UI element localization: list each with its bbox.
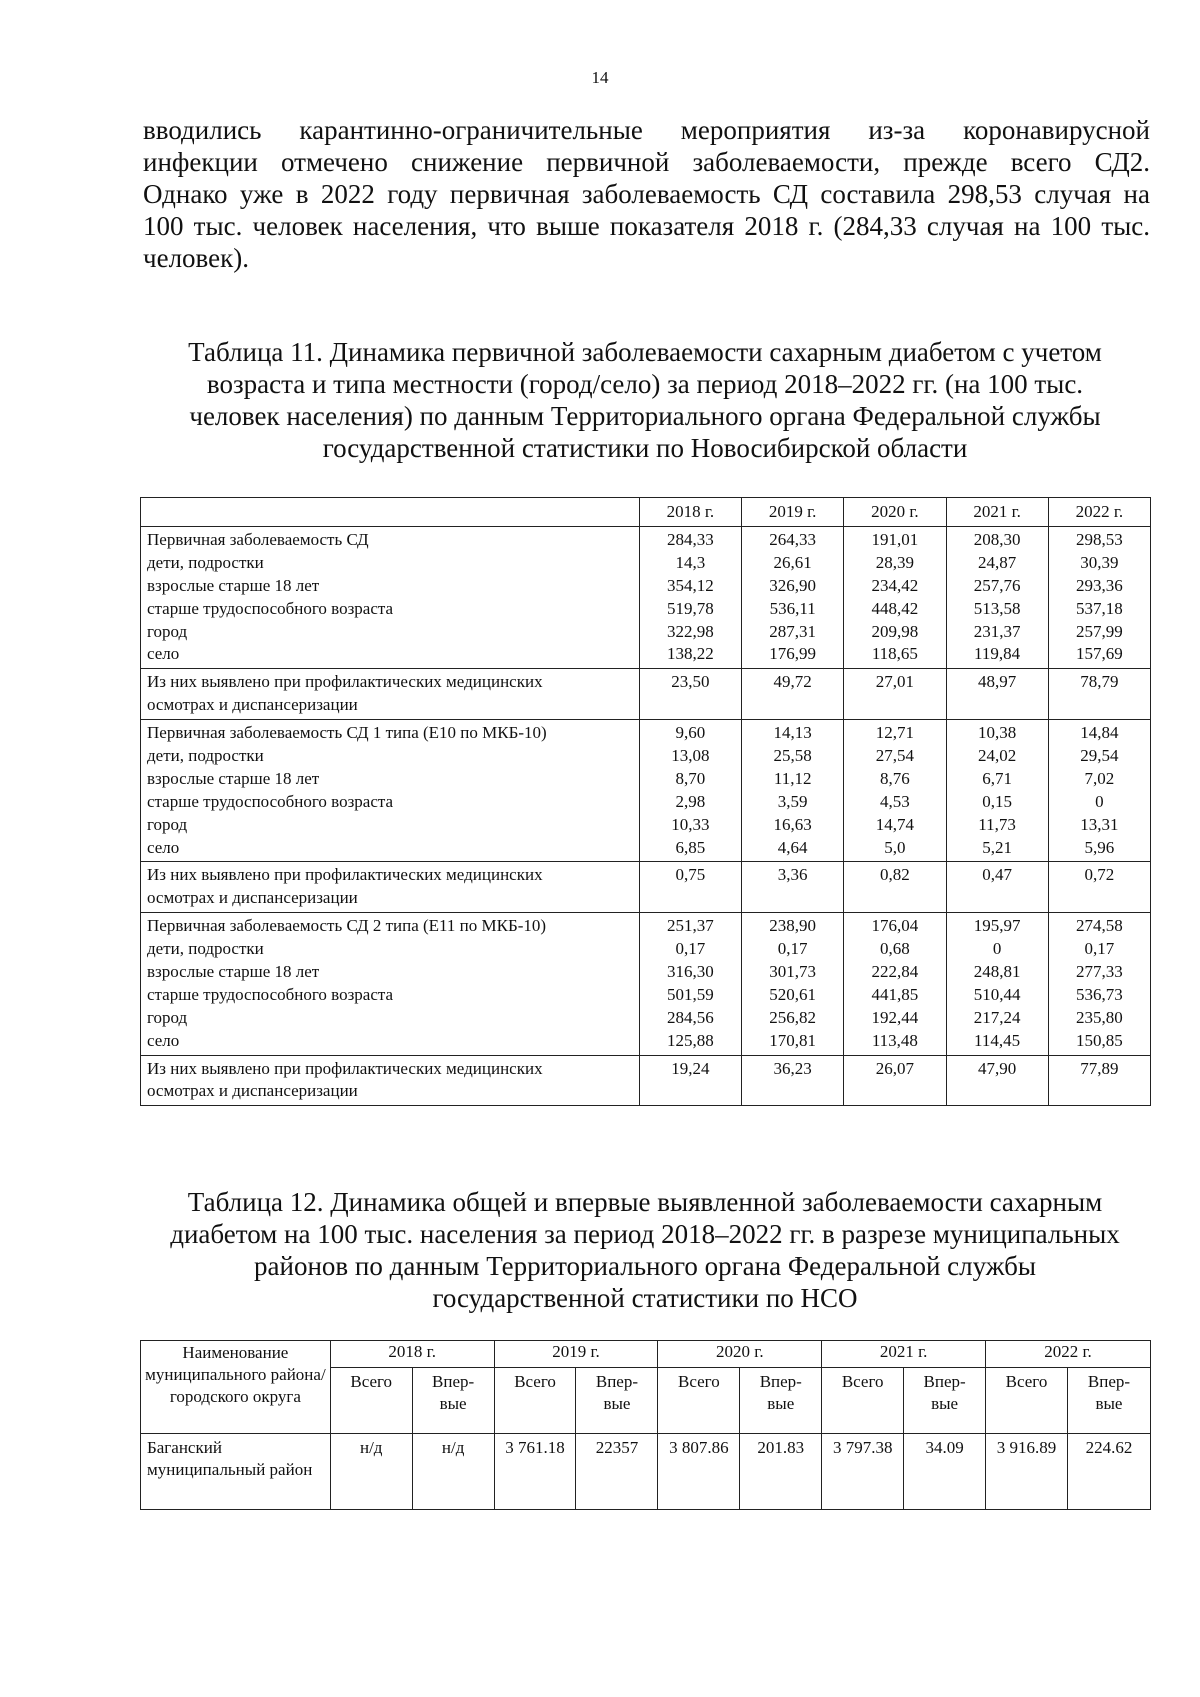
header-year: 2018 г. bbox=[639, 498, 741, 527]
table-value: 10,33 bbox=[671, 814, 710, 834]
table-value: 5,0 bbox=[884, 837, 906, 857]
table-value: 441,85 bbox=[871, 984, 919, 1004]
table-value: 277,33 bbox=[1075, 962, 1123, 982]
table-value: 234,42 bbox=[871, 575, 919, 595]
value-cell bbox=[1048, 862, 1150, 913]
value-cell bbox=[742, 527, 844, 669]
table-group-row bbox=[141, 913, 1151, 1055]
value-cell bbox=[946, 669, 1048, 720]
table-value: 519,78 bbox=[667, 598, 714, 618]
table-value: 6,71 bbox=[982, 768, 1012, 788]
table-value: 0,82 bbox=[880, 865, 910, 885]
table-group-row bbox=[141, 669, 1151, 720]
table-group-row bbox=[141, 862, 1151, 913]
table-value: 14,74 bbox=[875, 814, 914, 834]
value-cell bbox=[1048, 913, 1150, 1055]
table-value: 238,90 bbox=[769, 916, 817, 936]
table-value: 0,17 bbox=[675, 939, 706, 959]
value-cell bbox=[742, 1055, 844, 1106]
value-cell bbox=[1048, 527, 1150, 669]
header-year: 2020 г. bbox=[658, 1341, 822, 1368]
table-value: 208,30 bbox=[973, 530, 1021, 549]
table-value: н/д bbox=[330, 1434, 412, 1510]
page-number: 14 bbox=[591, 68, 609, 87]
caption-line: государственной статистики по Новосибирской области bbox=[322, 433, 968, 463]
row-label: дети, подростки bbox=[147, 746, 264, 766]
value-cell bbox=[742, 720, 844, 862]
row-label: Из них выявлено при профилактических медицинских bbox=[147, 672, 543, 692]
value-cell bbox=[639, 1055, 741, 1106]
table-value: 16,63 bbox=[773, 814, 812, 834]
table-value: 0,17 bbox=[1084, 939, 1115, 959]
value-cell bbox=[844, 669, 946, 720]
subheader-new: Впер-вые bbox=[576, 1368, 658, 1434]
table-value: 29,54 bbox=[1080, 746, 1119, 766]
value-cell bbox=[844, 1055, 946, 1106]
header-year: 2020 г. bbox=[844, 498, 946, 527]
table-value: 222,84 bbox=[871, 962, 919, 982]
table-value: 3 916.89 bbox=[986, 1434, 1068, 1510]
table-value: н/д bbox=[412, 1434, 494, 1510]
table-value: 19,24 bbox=[671, 1058, 710, 1078]
intro-line: 100 тыс. человек населения, что выше показателя 2018 г. (284,33 случая на 100 тыс. bbox=[143, 211, 1150, 241]
value-cell bbox=[844, 527, 946, 669]
table-value: 10,38 bbox=[977, 723, 1017, 743]
table-value: 284,33 bbox=[667, 530, 714, 549]
table-value: 49,72 bbox=[773, 672, 812, 692]
table-value: 9,60 bbox=[675, 723, 706, 743]
value-cell bbox=[844, 913, 946, 1055]
table-value: 176,99 bbox=[769, 644, 817, 664]
table-value: 251,37 bbox=[667, 916, 714, 936]
table-value: 513,58 bbox=[973, 598, 1021, 618]
table-value: 322,98 bbox=[667, 621, 714, 641]
table-value: 209,98 bbox=[871, 621, 919, 641]
table12-caption bbox=[140, 1186, 1150, 1314]
table-value: 119,84 bbox=[974, 644, 1021, 664]
value-cell bbox=[639, 527, 741, 669]
table-value: 36,23 bbox=[773, 1058, 812, 1078]
value-cell bbox=[639, 669, 741, 720]
table-value: 248,81 bbox=[973, 962, 1021, 982]
table-value: 448,42 bbox=[871, 598, 919, 618]
table-value: 284,56 bbox=[667, 1007, 714, 1027]
table-group-row bbox=[141, 1055, 1151, 1106]
table-value: 24,02 bbox=[977, 746, 1017, 766]
table-value: 0 bbox=[992, 939, 1002, 959]
table-value: 27,54 bbox=[875, 746, 914, 766]
header-year: 2021 г. bbox=[822, 1341, 986, 1368]
caption-line: возраста и типа местности (город/село) за период 2018–2022 гг. (на 100 тыс. bbox=[206, 369, 1084, 399]
subheader-total: Всего bbox=[494, 1368, 576, 1434]
table-value: 3 807.86 bbox=[658, 1434, 740, 1510]
subheader-new: Впер-вые bbox=[412, 1368, 494, 1434]
value-cell bbox=[946, 1055, 1048, 1106]
table-value: 4,53 bbox=[880, 791, 910, 811]
row-labels-cell bbox=[141, 720, 640, 862]
value-cell bbox=[946, 527, 1048, 669]
table-value: 3 797.38 bbox=[822, 1434, 904, 1510]
table-value: 2,98 bbox=[675, 791, 706, 811]
row-label: Первичная заболеваемость СД 1 типа (Е10 по МКБ-10) bbox=[147, 723, 547, 743]
table-value: 195,97 bbox=[973, 916, 1021, 936]
table-value: 14,3 bbox=[675, 552, 706, 572]
row-label: Первичная заболеваемость СД 2 типа (Е11 по МКБ-10) bbox=[147, 916, 547, 936]
table-row bbox=[141, 1434, 1151, 1510]
table-value: 0,72 bbox=[1084, 865, 1115, 885]
table-value: 520,61 bbox=[769, 984, 817, 1004]
table-value: 274,58 bbox=[1075, 916, 1123, 936]
row-labels-cell bbox=[141, 913, 640, 1055]
table-value: 293,36 bbox=[1075, 575, 1123, 595]
subheader-new: Впер-вые bbox=[904, 1368, 986, 1434]
table-value: 23,50 bbox=[671, 672, 710, 692]
subheader-total: Всего bbox=[986, 1368, 1068, 1434]
table-value: 7,02 bbox=[1084, 768, 1115, 788]
table-value: 6,85 bbox=[675, 837, 706, 857]
table-value: 13,31 bbox=[1080, 814, 1119, 834]
table-header-row bbox=[141, 1341, 1151, 1368]
value-cell bbox=[639, 913, 741, 1055]
table-value: 224.62 bbox=[1067, 1434, 1150, 1510]
table-value: 34.09 bbox=[904, 1434, 986, 1510]
header-year: 2021 г. bbox=[946, 498, 1048, 527]
table-value: 537,18 bbox=[1075, 598, 1123, 618]
row-label: село bbox=[147, 1030, 180, 1050]
subheader-new: Впер-вые bbox=[1067, 1368, 1150, 1434]
table-value: 191,01 bbox=[871, 530, 919, 549]
table-value: 26,07 bbox=[875, 1058, 914, 1078]
row-labels-cell bbox=[141, 1055, 640, 1106]
caption-line: диабетом на 100 тыс. населения за период 2018–2022 гг. в разрезе муниципальных bbox=[170, 1219, 1120, 1249]
table-value: 0,68 bbox=[880, 939, 910, 959]
value-cell bbox=[946, 913, 1048, 1055]
table-value: 0,47 bbox=[982, 865, 1012, 885]
table-value: 11,73 bbox=[978, 814, 1016, 834]
caption-line: Таблица 11. Динамика первичной заболеваемости сахарным диабетом с учетом bbox=[188, 337, 1102, 367]
table-value: 501,59 bbox=[667, 984, 714, 1004]
table-value: 8,70 bbox=[675, 768, 706, 788]
table-value: 0 bbox=[1095, 791, 1104, 811]
intro-line: инфекции отмечено снижение первичной заболеваемости, прежде всего СД2. bbox=[143, 147, 1150, 177]
table-value: 12,71 bbox=[875, 723, 914, 743]
table-value: 77,89 bbox=[1080, 1058, 1119, 1078]
table-value: 0,15 bbox=[982, 791, 1012, 811]
table-value: 3 761.18 bbox=[494, 1434, 576, 1510]
table-value: 150,85 bbox=[1075, 1030, 1123, 1050]
intro-line: человек). bbox=[143, 243, 249, 273]
table-11 bbox=[140, 497, 1151, 1106]
table-value: 0,75 bbox=[675, 865, 706, 885]
value-cell bbox=[1048, 1055, 1150, 1106]
value-cell bbox=[946, 720, 1048, 862]
table-value: 201.83 bbox=[740, 1434, 822, 1510]
table-value: 78,79 bbox=[1080, 672, 1119, 692]
table-value: 14,84 bbox=[1080, 723, 1119, 743]
table-value: 11,12 bbox=[773, 768, 812, 788]
row-label: осмотрах и диспансеризации bbox=[147, 695, 358, 715]
table-header-row bbox=[141, 498, 1151, 527]
value-cell bbox=[1048, 720, 1150, 862]
caption-line: человек населения) по данным Территориального органа Федеральной службы bbox=[189, 401, 1101, 431]
intro-line: вводились карантинно-ограничительные мероприятия из-за коронавирусной bbox=[143, 115, 1150, 145]
row-label: старше трудоспособного возраста bbox=[147, 984, 394, 1004]
table-value: 26,61 bbox=[773, 552, 812, 572]
table-value: 27,01 bbox=[875, 672, 914, 692]
table-value: 125,88 bbox=[667, 1030, 714, 1050]
table-value: 257,99 bbox=[1075, 621, 1123, 641]
table-value: 192,44 bbox=[871, 1007, 919, 1027]
intro-line: Однако уже в 2022 году первичная заболеваемость СД составила 298,53 случая на bbox=[143, 179, 1150, 209]
caption-line: Таблица 12. Динамика общей и впервые выявленной заболеваемости сахарным bbox=[187, 1187, 1103, 1217]
table-value: 217,24 bbox=[973, 1007, 1021, 1027]
table-value: 256,82 bbox=[769, 1007, 817, 1027]
table11-caption bbox=[140, 336, 1150, 464]
row-label: дети, подростки bbox=[147, 939, 264, 959]
header-year: 2022 г. bbox=[1048, 498, 1150, 527]
table-value: 4,64 bbox=[777, 837, 808, 857]
table-value: 536,73 bbox=[1075, 984, 1123, 1004]
table-group-row bbox=[141, 720, 1151, 862]
table-value: 48,97 bbox=[977, 672, 1017, 692]
table-value: 170,81 bbox=[769, 1030, 817, 1050]
row-label: город bbox=[147, 1007, 188, 1027]
row-label: Первичная заболеваемость СД bbox=[147, 530, 369, 549]
table-value: 30,39 bbox=[1080, 552, 1119, 572]
table-value: 157,69 bbox=[1075, 644, 1123, 664]
table-value: 24,87 bbox=[977, 552, 1017, 572]
table-value: 13,08 bbox=[671, 746, 710, 766]
row-label: осмотрах и диспансеризации bbox=[147, 1081, 358, 1101]
row-label: Из них выявлено при профилактических медицинских bbox=[147, 865, 543, 885]
row-label: город bbox=[147, 621, 188, 641]
header-empty-cell bbox=[141, 498, 640, 527]
caption-line: государственной статистики по НСО bbox=[432, 1283, 858, 1313]
table-value: 5,21 bbox=[982, 837, 1012, 857]
value-cell bbox=[742, 913, 844, 1055]
table-value: 510,44 bbox=[973, 984, 1021, 1004]
table-value: 47,90 bbox=[977, 1058, 1017, 1078]
subheader-total: Всего bbox=[658, 1368, 740, 1434]
table-12 bbox=[140, 1340, 1151, 1510]
table-group-row bbox=[141, 527, 1151, 669]
table-value: 14,13 bbox=[773, 723, 812, 743]
value-cell bbox=[1048, 669, 1150, 720]
value-cell bbox=[639, 720, 741, 862]
table-value: 298,53 bbox=[1075, 530, 1123, 549]
table-value: 113,48 bbox=[871, 1030, 918, 1050]
table-value: 3,59 bbox=[777, 791, 808, 811]
row-labels-cell bbox=[141, 862, 640, 913]
value-cell bbox=[742, 862, 844, 913]
row-label: город bbox=[147, 814, 188, 834]
value-cell bbox=[639, 862, 741, 913]
value-cell bbox=[844, 720, 946, 862]
district-name: Баганский муниципальный район bbox=[141, 1434, 331, 1510]
value-cell bbox=[742, 669, 844, 720]
value-cell bbox=[946, 862, 1048, 913]
row-label: старше трудоспособного возраста bbox=[147, 791, 394, 811]
row-label: старше трудоспособного возраста bbox=[147, 598, 394, 618]
table-value: 536,11 bbox=[769, 598, 816, 618]
row-label: взрослые старше 18 лет bbox=[147, 768, 320, 788]
row-label: взрослые старше 18 лет bbox=[147, 962, 320, 982]
table-value: 326,90 bbox=[769, 575, 817, 595]
table-value: 138,22 bbox=[667, 644, 714, 664]
header-district-name: Наименование муниципального района/городского округа bbox=[141, 1341, 331, 1434]
row-label: взрослые старше 18 лет bbox=[147, 575, 320, 595]
table-value: 257,76 bbox=[973, 575, 1021, 595]
table-value: 354,12 bbox=[667, 575, 714, 595]
table-value: 176,04 bbox=[871, 916, 919, 936]
subheader-total: Всего bbox=[330, 1368, 412, 1434]
row-label: дети, подростки bbox=[147, 552, 264, 572]
subheader-total: Всего bbox=[822, 1368, 904, 1434]
table-value: 114,45 bbox=[974, 1030, 1021, 1050]
row-labels-cell bbox=[141, 527, 640, 669]
table-value: 8,76 bbox=[880, 768, 910, 788]
header-year: 2022 г. bbox=[986, 1341, 1151, 1368]
table-value: 28,39 bbox=[875, 552, 914, 572]
header-year: 2019 г. bbox=[742, 498, 844, 527]
row-labels-cell bbox=[141, 669, 640, 720]
row-label: село bbox=[147, 837, 180, 857]
header-year: 2018 г. bbox=[330, 1341, 494, 1368]
subheader-new: Впер-вые bbox=[740, 1368, 822, 1434]
table-value: 5,96 bbox=[1084, 837, 1115, 857]
table-value: 316,30 bbox=[667, 962, 714, 982]
table-value: 231,37 bbox=[973, 621, 1021, 641]
row-label: село bbox=[147, 644, 180, 664]
table-value: 235,80 bbox=[1075, 1007, 1123, 1027]
table-value: 0,17 bbox=[777, 939, 808, 959]
table-value: 25,58 bbox=[773, 746, 812, 766]
table-value: 118,65 bbox=[871, 644, 918, 664]
value-cell bbox=[844, 862, 946, 913]
header-year: 2019 г. bbox=[494, 1341, 658, 1368]
row-label: Из них выявлено при профилактических медицинских bbox=[147, 1058, 543, 1078]
row-label: осмотрах и диспансеризации bbox=[147, 888, 358, 908]
table-value: 22357 bbox=[576, 1434, 658, 1510]
table-value: 3,36 bbox=[777, 865, 808, 885]
table-value: 287,31 bbox=[769, 621, 817, 641]
intro-paragraph bbox=[143, 114, 1150, 274]
table-value: 301,73 bbox=[769, 962, 817, 982]
caption-line: районов по данным Территориального органа Федеральной службы bbox=[254, 1251, 1036, 1281]
table-value: 264,33 bbox=[769, 530, 817, 549]
